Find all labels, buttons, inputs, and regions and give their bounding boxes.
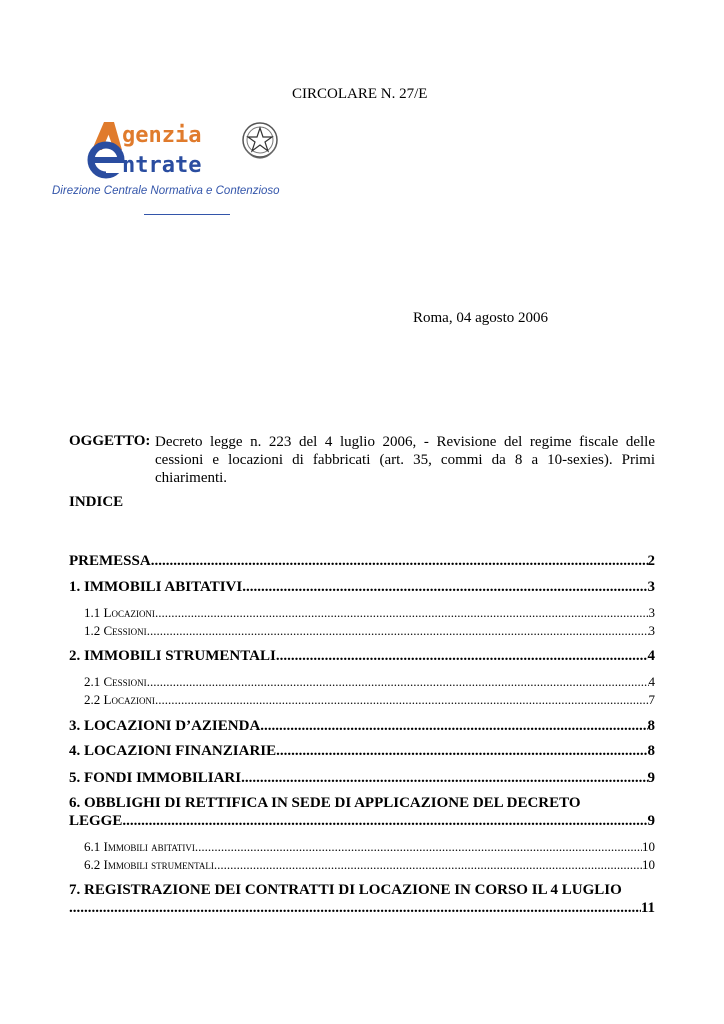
toc-entry-title: 6.1 Immobili abitativi bbox=[84, 839, 195, 854]
toc-leader bbox=[69, 899, 641, 917]
toc-leader bbox=[147, 674, 649, 690]
toc-entry[interactable] bbox=[84, 605, 655, 621]
index-title: INDICE bbox=[69, 494, 124, 510]
toc-entry[interactable] bbox=[69, 794, 655, 830]
toc-leader bbox=[155, 692, 649, 708]
toc-entry-page: 2 bbox=[647, 553, 655, 569]
toc-entry-page: 10 bbox=[642, 857, 655, 872]
toc-entry-title: 5. FONDI IMMOBILIARI bbox=[69, 770, 242, 786]
toc-leader bbox=[260, 718, 647, 735]
toc-entry-page: 8 bbox=[647, 743, 655, 759]
toc-entry-title-continued: LEGGE bbox=[69, 813, 123, 829]
toc-entry[interactable] bbox=[84, 674, 655, 690]
toc-entry-page: 8 bbox=[647, 718, 655, 734]
agenzia-entrate-logo bbox=[84, 116, 284, 180]
toc-entry-title: 4. LOCAZIONI FINANZIARIE bbox=[69, 743, 277, 759]
toc-entry-title: 2. IMMOBILI STRUMENTALI bbox=[69, 648, 276, 664]
toc-entry-page: 4 bbox=[648, 674, 655, 689]
toc-entry[interactable] bbox=[69, 881, 655, 917]
toc-entry[interactable] bbox=[69, 717, 655, 735]
toc-entry-title: PREMESSA bbox=[69, 553, 151, 569]
oggetto-label: OGGETTO: bbox=[69, 433, 151, 449]
toc-entry-title: 6. OBBLIGHI DI RETTIFICA IN SEDE DI APPLICAZIONE DEL DECRETO bbox=[69, 795, 581, 811]
toc-leader bbox=[151, 553, 648, 570]
toc-entry-title: 2.2 Locazioni bbox=[84, 692, 155, 707]
toc-entry[interactable] bbox=[69, 578, 655, 596]
toc-entry-page: 7 bbox=[648, 692, 655, 707]
toc-entry-title: 7. REGISTRAZIONE DEI CONTRATTI DI LOCAZIONE IN CORSO IL 4 LUGLIO bbox=[69, 882, 622, 898]
toc-entry[interactable] bbox=[84, 857, 655, 873]
circolare-number: CIRCOLARE N. 27/E bbox=[292, 86, 428, 102]
toc-leader bbox=[155, 605, 649, 621]
divider bbox=[144, 214, 230, 215]
toc-entry[interactable] bbox=[84, 623, 655, 639]
toc-entry[interactable] bbox=[84, 692, 655, 708]
toc-leader bbox=[242, 579, 647, 596]
toc-entry-page: 3 bbox=[648, 623, 655, 638]
toc-leader bbox=[147, 623, 649, 639]
toc-entry-page: 11 bbox=[640, 900, 655, 916]
direzione-label: Direzione Centrale Normativa e Contenzioso bbox=[52, 185, 280, 197]
toc-leader bbox=[122, 812, 647, 830]
toc-entry-page: 3 bbox=[648, 605, 655, 620]
toc-entry-page: 9 bbox=[647, 813, 655, 829]
toc-entry[interactable] bbox=[84, 839, 655, 855]
toc-entry[interactable] bbox=[69, 742, 655, 760]
toc-entry-title: 6.2 Immobili strumentali bbox=[84, 857, 214, 872]
toc-leader bbox=[276, 743, 647, 760]
place-date: Roma, 04 agosto 2006 bbox=[413, 310, 548, 326]
toc-leader bbox=[214, 857, 642, 873]
toc-entry-page: 10 bbox=[642, 839, 655, 854]
toc-entry-page: 9 bbox=[647, 770, 655, 786]
toc-leader bbox=[195, 839, 642, 855]
italian-republic-emblem-icon bbox=[243, 123, 277, 158]
toc-entry[interactable] bbox=[69, 769, 655, 787]
logo-line2: ntrate bbox=[122, 153, 202, 178]
toc-entry[interactable] bbox=[69, 552, 655, 570]
toc-entry-title: 1. IMMOBILI ABITATIVI bbox=[69, 579, 243, 595]
toc-leader bbox=[241, 770, 647, 787]
toc-leader bbox=[276, 648, 648, 665]
toc-entry[interactable] bbox=[69, 647, 655, 665]
toc-entry-title: 1.2 Cessioni bbox=[84, 623, 147, 638]
toc-entry-title: 3. LOCAZIONI D’AZIENDA bbox=[69, 718, 261, 734]
toc-entry-title: 2.1 Cessioni bbox=[84, 674, 147, 689]
toc-entry-title: 1.1 Locazioni bbox=[84, 605, 155, 620]
logo-line1: genzia bbox=[122, 123, 202, 148]
oggetto-text: Decreto legge n. 223 del 4 luglio 2006, - Revisione del regime fiscale delle cessioni e locazioni di fabbricati (art. 35, commi da 8 a 10-sexies). Primi chiarimenti. bbox=[155, 434, 655, 486]
agenzia-entrate-logo-graphic bbox=[84, 116, 284, 180]
toc-entry-page: 4 bbox=[647, 648, 655, 664]
toc-entry-page: 3 bbox=[647, 579, 655, 595]
